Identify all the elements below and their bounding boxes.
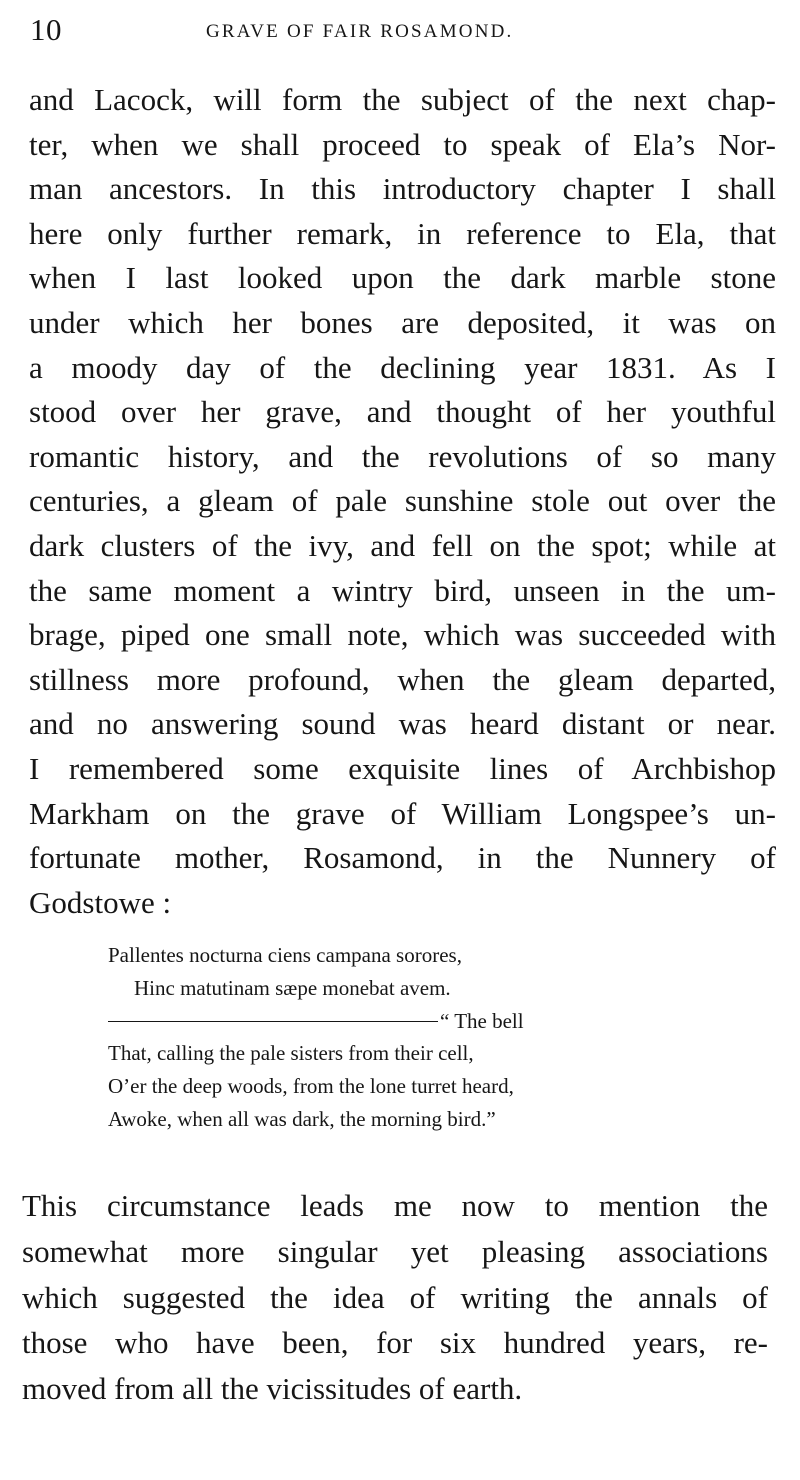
text-line: Markham on the grave of William Longspee’s un- [29,795,776,831]
text-line: ter, when we shall proceed to speak of Ela’s Nor- [29,126,776,162]
text-line: stood over her grave, and thought of her youthful [29,394,776,430]
text-line: centuries, a gleam of pale sunshine stole out over the [29,483,776,519]
english-verse-line: Awoke, when all was dark, the morning bird.” [108,1106,496,1131]
running-head [30,12,778,52]
text-line: and Lacock, will form the subject of the next chap- [29,82,776,117]
text-line: stillness more profound, when the gleam departed, [29,661,776,697]
text-line: This circumstance leads me now to mention the [22,1188,768,1223]
text-line: fortunate mother, Rosamond, in the Nunnery of [29,840,776,876]
latin-verse-line: Pallentes nocturna ciens campana sorores, [108,943,462,967]
english-verse-line: O’er the deep woods, from the lone turret heard, [108,1074,514,1099]
dash-rule [108,1021,438,1022]
body-paragraph-2 [22,1183,768,1412]
text-line: dark clusters of the ivy, and fell on the spot; while at [29,527,776,563]
text-line: and no answering sound was heard distant or near. [29,706,776,742]
text-line: here only further remark, in reference to Ela, that [29,215,776,251]
english-verse-line: That, calling the pale sisters from their cell, [108,1041,474,1066]
text-line: which suggested the idea of writing the annals of [22,1279,768,1315]
latin-verse-line: Hinc matutinam sæpe monebat avem. [134,975,451,1000]
text-line: Godstowe : [29,884,172,920]
text-line: man ancestors. In this introductory chapter I shall [29,171,776,207]
text-line: those who have been, for six hundred years, re- [22,1325,768,1361]
page-number: 10 [30,12,62,47]
text-line: the same moment a wintry bird, unseen in the um- [29,572,776,608]
text-line: moved from all the vicissitudes of earth. [22,1371,523,1407]
text-line: when I last looked upon the dark marble stone [29,260,776,296]
verse-rule-line [108,1005,688,1038]
verse-quotation [108,939,688,1136]
body-paragraph-1 [29,78,776,925]
running-title: GRAVE OF FAIR ROSAMOND. [206,21,514,42]
text-line: a moody day of the declining year 1831. As I [29,349,776,385]
text-line: somewhat more singular yet pleasing associations [22,1233,768,1269]
text-line: brage, piped one small note, which was succeeded with [29,617,776,653]
text-line: under which her bones are deposited, it was on [29,304,776,340]
text-line: I remembered some exquisite lines of Archbishop [29,750,776,786]
text-line: romantic history, and the revolutions of so many [29,438,776,474]
english-verse-line: “ The bell [440,1008,524,1033]
